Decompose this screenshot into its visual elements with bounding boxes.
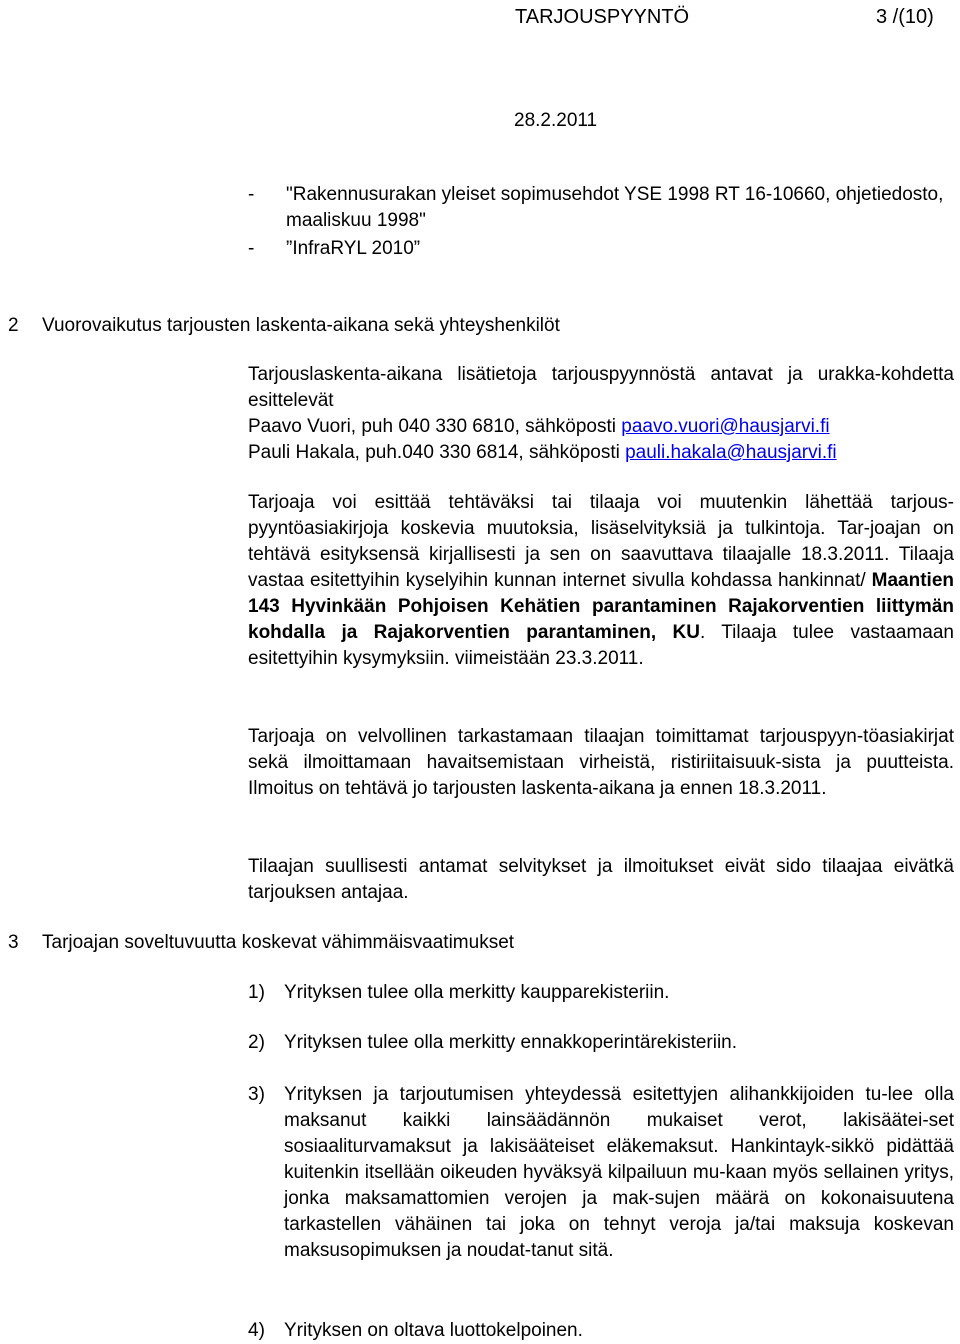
- item-number: 2): [248, 1032, 265, 1053]
- contact-line: [248, 414, 954, 440]
- item-text: Yrityksen tulee olla merkitty kaupparekisteriin.: [284, 982, 670, 1003]
- email-link[interactable]: pauli.hakala@hausjarvi.fi: [625, 442, 837, 463]
- list-item: [248, 1030, 954, 1056]
- paragraph-text: Tarjoaja voi esittää tehtäväksi tai tilaaja voi muutenkin lähettää tarjous-pyyntöasiakirjoja koskevia muutoksia, lisäselvityksiä ja tulkintoja. Tar-joajan on tehtävä esityksensä kirjallisesti ja sen on saavuttava tilaajalle 18.3.2011. Tilaaja vastaa esitettyihin kyselyihin kunnan internet sivulla kohdassa hankinnat/: [248, 492, 954, 591]
- item-number: 4): [248, 1320, 265, 1341]
- contacts-intro: Tarjouslaskenta-aikana lisätietoja tarjouspyynnöstä antavat ja urakka-kohdetta esittelevät: [248, 364, 954, 411]
- item-number: 1): [248, 982, 265, 1003]
- document-title: TARJOUSPYYNTÖ: [515, 6, 690, 28]
- item-text: Yrityksen tulee olla merkitty ennakkoperintärekisteriin.: [284, 1032, 738, 1053]
- email-link[interactable]: paavo.vuori@hausjarvi.fi: [621, 416, 830, 437]
- section-number: 3: [8, 932, 19, 953]
- dash-marker: -: [248, 184, 255, 205]
- contact-text: Pauli Hakala, puh.040 330 6814, sähköposti: [248, 442, 626, 463]
- project-name: Maantien 143 Hyvinkään Pohjoisen Kehätien parantaminen Rajakorventien liittymän kohdalla ja Rajakorventien parantaminen, KU: [248, 570, 954, 643]
- paragraph: [248, 490, 954, 672]
- page-number: 3 /(10): [876, 6, 934, 28]
- paragraph-text: . Tilaaja tulee vastaamaan esitettyihin kysymyksiin. viimeistään 23.3.2011.: [248, 622, 954, 669]
- section-title: Tarjoajan soveltuvuutta koskevat vähimmäisvaatimukset: [42, 932, 515, 953]
- contacts-block: [248, 362, 954, 466]
- item-text: Yrityksen ja tarjoutumisen yhteydessä esitettyjen alihankkijoiden tu-lee olla maksanut kaikki lainsäädännön mukaiset verot, lakisäätei-set sosiaaliturvamaksut ja lakisääteiset eläkemaksut. Hankintayk-sikkö pidättää kuitenkin itsellään oikeuden hyväksyä kilpailuun mu-kaan myös sellainen yritys, jonka maksamattomien verojen ja mak-sujen määrä on kokonaisuutena tarkastellen vähäinen tai joka on tehnyt veroja ja/tai maksuja koskevan maksusopimuksen ja noudat-tanut sitä.: [284, 1084, 954, 1261]
- section-number: 2: [8, 315, 19, 336]
- paragraph-text: Tilaajan suullisesti antamat selvitykset ja ilmoitukset eivät sido tilaajaa eivätkä tarjouksen antajaa.: [248, 856, 954, 903]
- paragraph: [248, 854, 954, 906]
- dash-marker: -: [248, 238, 255, 259]
- section-title: Vuorovaikutus tarjousten laskenta-aikana sekä yhteyshenkilöt: [42, 315, 560, 336]
- reference-text: ”InfraRYL 2010”: [286, 238, 421, 259]
- document-date: 28.2.2011: [514, 110, 598, 131]
- contact-line: [248, 440, 954, 466]
- contact-text: Paavo Vuori, puh 040 330 6810, sähköposti: [248, 416, 622, 437]
- list-item: [248, 980, 954, 1006]
- reference-item: [248, 182, 948, 234]
- list-item: [248, 1318, 954, 1344]
- list-item: [248, 1082, 954, 1264]
- paragraph-text: Tarjoaja on velvollinen tarkastamaan tilaajan toimittamat tarjouspyyn-töasiakirjat sekä ilmoittamaan havaitsemistaan virheistä, ristiriitaisuuk-sista ja puutteista. Ilmoitus on tehtävä jo tarjousten laskenta-aikana ja ennen 18.3.2011.: [248, 726, 954, 799]
- reference-item: [248, 236, 948, 262]
- reference-text: "Rakennusurakan yleiset sopimusehdot YSE 1998 RT 16-10660, ohjetiedosto, maaliskuu 1998": [286, 184, 944, 231]
- item-number: 3): [248, 1084, 265, 1105]
- item-text: Yrityksen on oltava luottokelpoinen.: [284, 1320, 583, 1341]
- paragraph: [248, 724, 954, 802]
